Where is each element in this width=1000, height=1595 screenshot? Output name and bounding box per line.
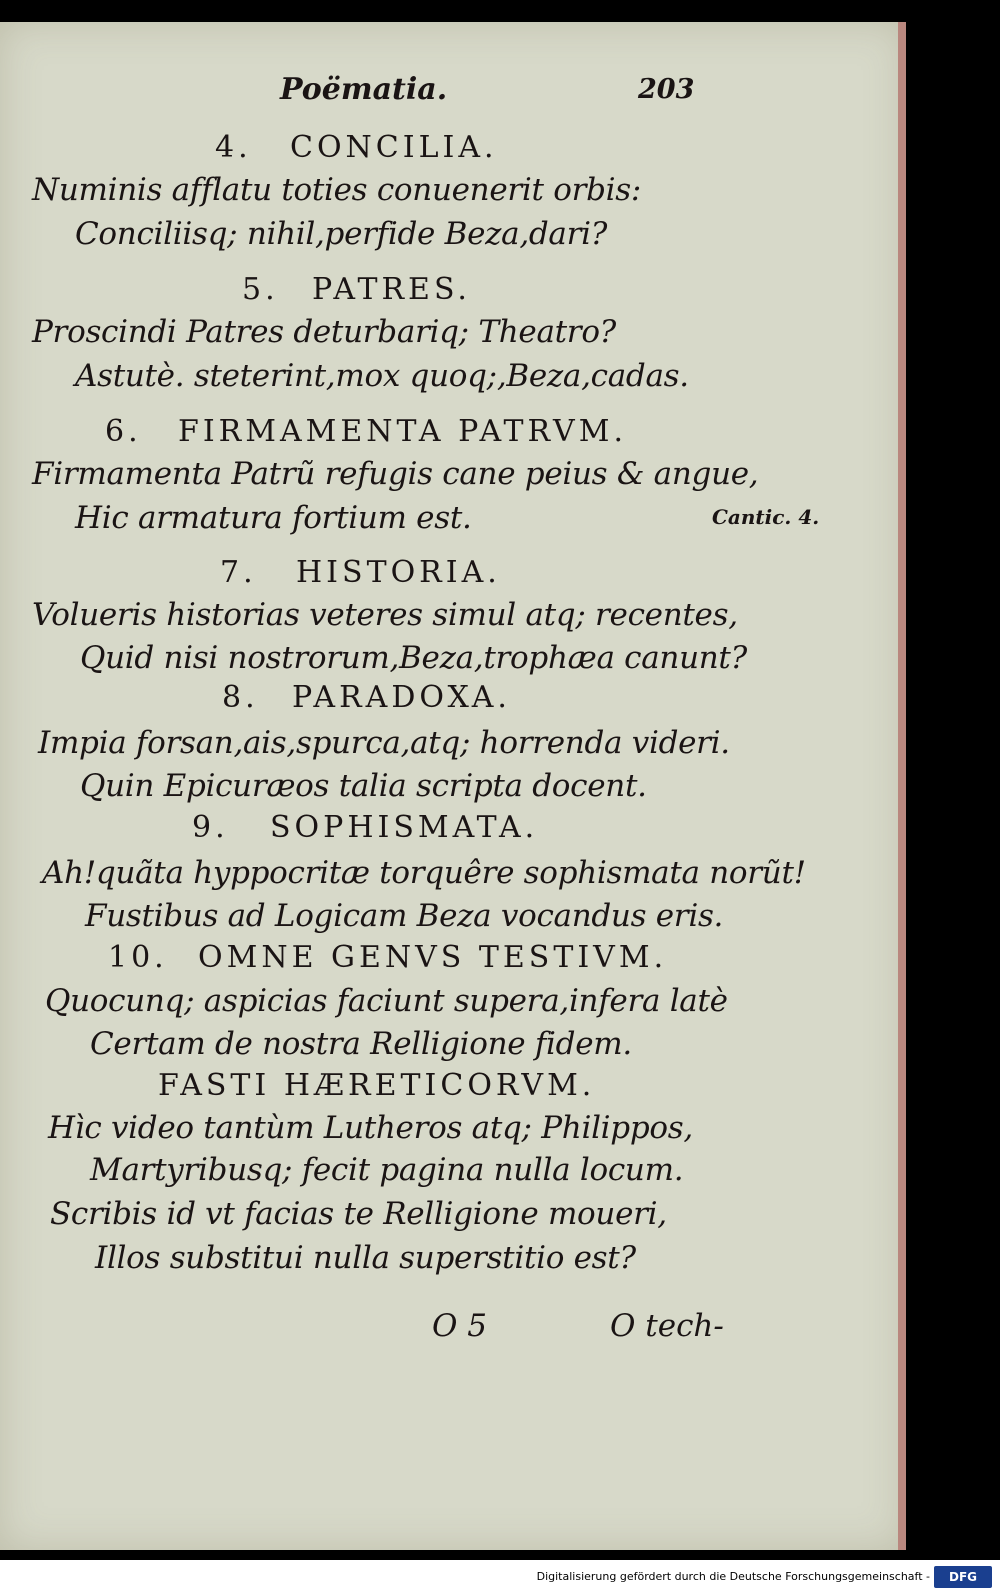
verse-line: Impia forsan,ais,spurca,atq; horrenda videri. bbox=[38, 725, 730, 761]
digitization-credit: Digitalisierung gefördert durch die Deutsche Forschungsgemeinschaft - bbox=[536, 1570, 930, 1583]
section-heading: FIRMAMENTA PATRVM. bbox=[178, 414, 627, 449]
section-number: 10. bbox=[108, 940, 168, 975]
section-number: 6. bbox=[105, 414, 142, 449]
section-heading: PARADOXA. bbox=[292, 680, 511, 715]
section-heading: FASTI HÆRETICORVM. bbox=[158, 1068, 596, 1103]
verse-line: Numinis afflatu toties conuenerit orbis: bbox=[32, 172, 641, 208]
verse-line: Quocunq; aspicias faciunt supera,infera latè bbox=[45, 983, 728, 1019]
section-number: 8. bbox=[222, 680, 259, 715]
running-head: Poëmatia. bbox=[280, 72, 448, 107]
verse-line: Volueris historias veteres simul atq; recentes, bbox=[32, 597, 738, 633]
page-edge bbox=[898, 22, 906, 1550]
page-number: 203 bbox=[638, 74, 695, 105]
marginal-note: Cantic. 4. bbox=[712, 505, 820, 529]
section-heading: CONCILIA. bbox=[290, 130, 498, 165]
section-number: 4. bbox=[215, 130, 252, 165]
verse-line: Hic armatura fortium est. bbox=[75, 500, 472, 536]
verse-line: Firmamenta Patrũ refugis cane peius & angue, bbox=[32, 456, 759, 492]
verse-line: Proscindi Patres deturbariq; Theatro? bbox=[32, 314, 617, 350]
catchword: O tech- bbox=[610, 1308, 724, 1344]
signature-mark: O 5 bbox=[432, 1308, 487, 1344]
verse-line: Scribis id vt facias te Relligione moueri, bbox=[50, 1196, 667, 1232]
verse-line: Certam de nostra Relligione fidem. bbox=[90, 1026, 632, 1062]
verse-line: Martyribusq; fecit pagina nulla locum. bbox=[90, 1152, 684, 1188]
verse-line: Fustibus ad Logicam Beza vocandus eris. bbox=[85, 898, 724, 934]
section-heading: OMNE GENVS TESTIVM. bbox=[198, 940, 668, 975]
dfg-logo: DFG bbox=[934, 1566, 992, 1588]
section-number: 7. bbox=[220, 555, 257, 590]
section-number: 9. bbox=[192, 810, 229, 845]
verse-line: Astutè. steterint,mox quoq;,Beza,cadas. bbox=[75, 358, 689, 394]
section-heading: PATRES. bbox=[312, 272, 471, 307]
section-number: 5. bbox=[242, 272, 279, 307]
verse-line: Conciliisq; nihil,perfide Beza,dari? bbox=[75, 216, 608, 252]
section-heading: HISTORIA. bbox=[296, 555, 501, 590]
verse-line: Ah!quãta hyppocritæ torquêre sophismata norũt! bbox=[42, 855, 806, 891]
verse-line: Quin Epicuræos talia scripta docent. bbox=[80, 768, 647, 804]
verse-line: Illos substitui nulla superstitio est? bbox=[95, 1240, 636, 1276]
verse-line: Quid nisi nostrorum,Beza,trophæa canunt? bbox=[80, 640, 747, 676]
verse-line: Hìc video tantùm Lutheros atq; Philippos, bbox=[48, 1110, 693, 1146]
section-heading: SOPHISMATA. bbox=[270, 810, 539, 845]
